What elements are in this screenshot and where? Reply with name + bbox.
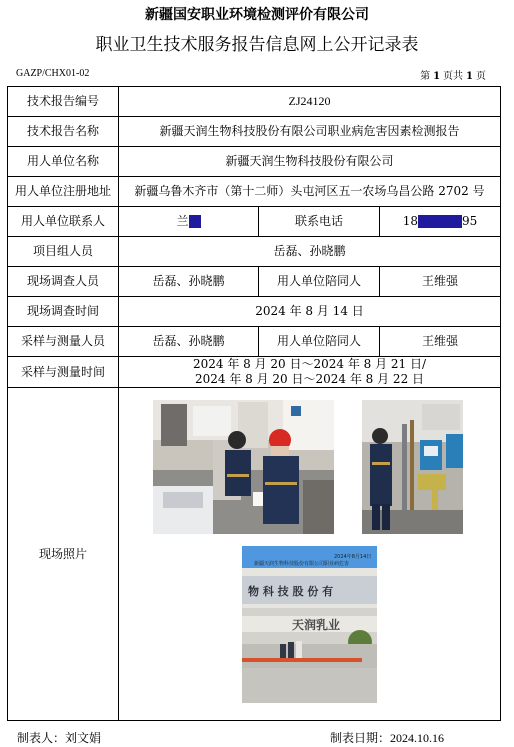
contact-label: 用人单位联系人 xyxy=(8,207,119,237)
phone-value xyxy=(380,207,501,237)
maker: 制表人：刘文娟 xyxy=(17,731,102,745)
survey-time-label: 现场调查时间 xyxy=(8,297,119,327)
employer-value: 新疆天润生物科技股份有限公司 xyxy=(119,147,501,177)
report-no-value: ZJ24120 xyxy=(119,87,501,117)
site-photo-2-image xyxy=(362,400,463,534)
phone-label: 联系电话 xyxy=(259,207,380,237)
site-photo-3 xyxy=(242,546,377,703)
row-sampling-time xyxy=(8,357,501,388)
survey-staff-value: 岳磊、孙晓鹏 xyxy=(119,267,259,297)
site-photo-1-image xyxy=(153,400,334,534)
accompany-label: 用人单位陪同人 xyxy=(259,267,380,297)
row-contact xyxy=(8,207,501,237)
contact-name: 兰 xyxy=(176,214,189,228)
row-report-name xyxy=(8,117,501,147)
site-photo-1 xyxy=(153,400,334,534)
team-label: 项目组人员 xyxy=(8,237,119,267)
report-no-label: 技术报告编号 xyxy=(8,87,119,117)
phone-prefix: 18 xyxy=(402,214,419,228)
address-label: 用人单位注册地址 xyxy=(8,177,119,207)
record-table xyxy=(7,86,501,721)
row-sampling-staff xyxy=(8,327,501,357)
make-date: 制表日期：2024.10.16 xyxy=(330,731,445,745)
sampling-staff-label: 采样与测量人员 xyxy=(8,327,119,357)
photo-sign-line: 物 科 技 股 份 有 xyxy=(248,585,334,598)
photo-caption-date: 2024年8月14日 xyxy=(334,554,372,560)
redaction-mark xyxy=(418,215,462,228)
address-value: 新疆乌鲁木齐市（第十二师）头屯河区五一农场乌昌公路 2702 号 xyxy=(119,177,501,207)
team-value: 岳磊、孙晓鹏 xyxy=(119,237,501,267)
site-photo-2 xyxy=(362,400,463,534)
row-photos xyxy=(8,388,501,721)
org-name: 新疆国安职业环境检测评价有限公司 xyxy=(145,7,369,23)
accompany2-label: 用人单位陪同人 xyxy=(259,327,380,357)
contact-value xyxy=(119,207,259,237)
sampling-staff-value: 岳磊、孙晓鹏 xyxy=(119,327,259,357)
sampling-time-value xyxy=(119,357,501,388)
maker-name: 刘文娟 xyxy=(65,731,102,745)
form-code: GAZP/CHX01-02 xyxy=(16,68,90,79)
sampling-time-label: 采样与测量时间 xyxy=(8,357,119,388)
row-team xyxy=(8,237,501,267)
employer-label: 用人单位名称 xyxy=(8,147,119,177)
photos-cell xyxy=(119,388,501,721)
row-survey-staff xyxy=(8,267,501,297)
accompany-value: 王维强 xyxy=(380,267,501,297)
accompany2-value: 王维强 xyxy=(380,327,501,357)
page-info: 第 1 页共 1 页 xyxy=(420,71,486,82)
phone-suffix: 95 xyxy=(462,214,478,228)
sampling-time-line-2: 2024 年 8 月 20 日～2024 年 8 月 22 日 xyxy=(194,372,425,386)
row-survey-time xyxy=(8,297,501,327)
photo-sign-logo: 天润乳业 xyxy=(292,618,341,632)
survey-staff-label: 现场调查人员 xyxy=(8,267,119,297)
photo-caption-company: 新疆天润生物科技股份有限公司职业病危害 xyxy=(254,561,350,567)
row-address xyxy=(8,177,501,207)
doc-title: 职业卫生技术服务报告信息网上公开记录表 xyxy=(95,35,419,55)
redaction-mark xyxy=(189,215,201,228)
photos-label: 现场照片 xyxy=(8,388,119,721)
sampling-time-line-1: 2024 年 8 月 20 日～2024 年 8 月 21 日/ xyxy=(192,357,427,371)
report-name-label: 技术报告名称 xyxy=(8,117,119,147)
row-employer xyxy=(8,147,501,177)
report-name-value: 新疆天润生物科技股份有限公司职业病危害因素检测报告 xyxy=(119,117,501,147)
survey-time-value: 2024 年 8 月 14 日 xyxy=(119,297,501,327)
make-date-value: 2024.10.16 xyxy=(390,731,445,745)
row-report-no xyxy=(8,87,501,117)
